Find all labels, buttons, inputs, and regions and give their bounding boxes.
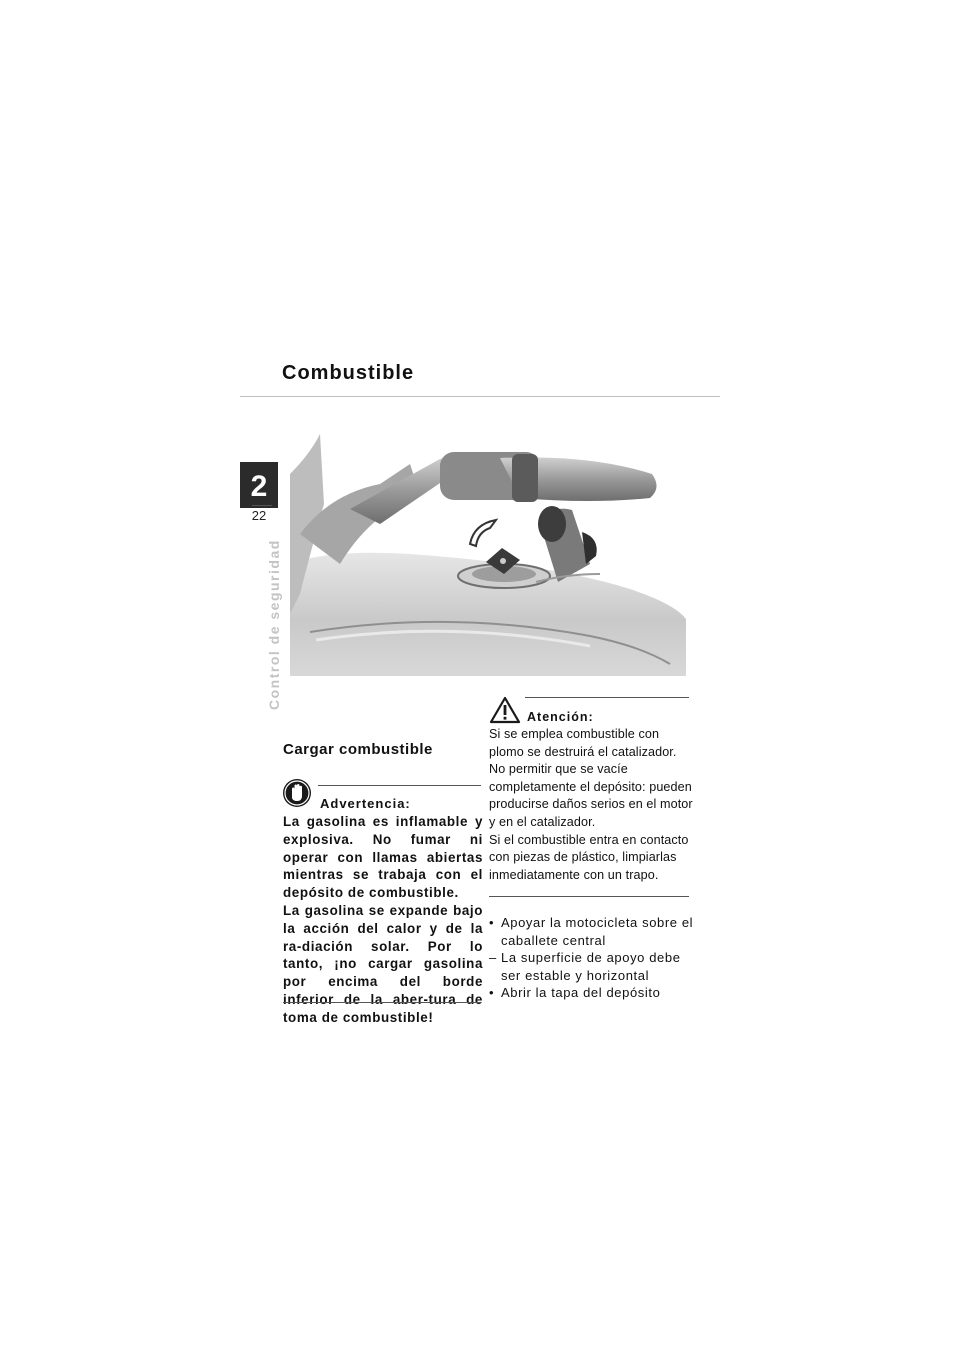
attention-paragraph: Si el combustible entra en contacto con piezas de plástico, limpiarlas inmediatamente con un trapo. [489, 832, 689, 882]
chapter-tab: 2 [240, 462, 278, 508]
bullet-marker: • [489, 985, 495, 1001]
warning-body [283, 813, 483, 1027]
section-title: Cargar combustible [283, 741, 433, 758]
warning-paragraph: La gasolina es inflamable y explosiva. No fumar ni operar con llamas abiertas mientras se trabaja con el depósito de combustible. [283, 814, 483, 901]
chapter-tab-divider [252, 505, 272, 506]
attention-title: Atención: [527, 710, 594, 724]
attention-bottom-rule [489, 896, 689, 897]
title-divider [240, 396, 720, 397]
attention-paragraph: Si se emplea combustible con plomo se destruirá el catalizador. [489, 727, 677, 759]
warning-bottom-rule [283, 1002, 481, 1003]
page-number: 22 [251, 508, 267, 523]
list-item [489, 949, 699, 984]
step-text: Abrir la tapa del depósito [501, 985, 661, 1001]
warning-top-rule [318, 785, 481, 786]
attention-top-rule [525, 697, 689, 698]
bullet-marker: • [489, 915, 495, 930]
page-title: Combustible [282, 362, 415, 384]
exclamation-triangle-icon [489, 696, 521, 724]
list-item [489, 914, 699, 949]
step-text: Apoyar la motocicleta sobre el caballete central [501, 915, 694, 948]
chapter-side-label: Control de seguridad [266, 539, 282, 710]
warning-title: Advertencia: [320, 796, 411, 811]
fuel-filler-cap-photo [290, 414, 686, 676]
attention-body [489, 726, 693, 884]
step-list [489, 914, 699, 1002]
step-text: La superficie de apoyo debe ser estable y horizontal [501, 950, 681, 983]
list-item [489, 984, 699, 1002]
warning-paragraph: La gasolina se expande bajo la acción del calor y de la ra-diación solar. Por lo tanto, ¡no cargar gasolina por encima del borde inferior de la aber-tura de toma de combustible! [283, 902, 483, 1025]
attention-paragraph: No permitir que se vacíe completamente el depósito: pueden producirse daños serios en el motor y en el catalizador. [489, 762, 693, 829]
dash-marker: – [489, 950, 497, 966]
stop-hand-icon [282, 778, 312, 808]
